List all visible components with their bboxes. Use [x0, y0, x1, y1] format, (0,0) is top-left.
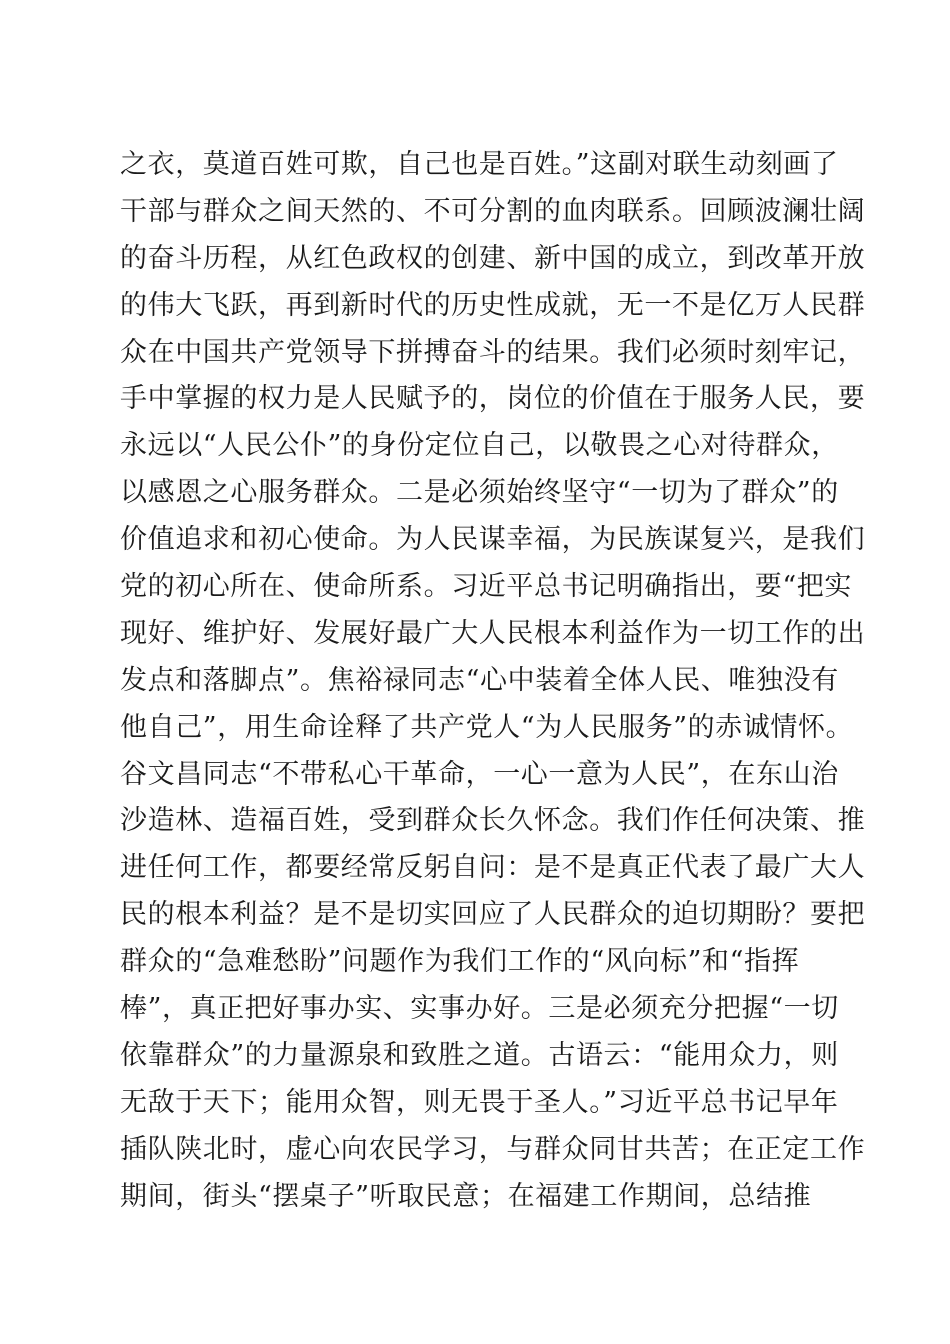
text-line: 现好、维护好、发展好最广大人民根本利益作为一切工作的出: [120, 617, 866, 649]
text-line: 群众的“急难愁盼”问题作为我们工作的“风向标”和“指挥: [120, 946, 800, 978]
text-line: 的奋斗历程，从红色政权的创建、新中国的成立，到改革开放: [120, 242, 866, 274]
text-line: 发点和落脚点”。焦裕禄同志“心中装着全体人民、唯独没有: [120, 664, 839, 696]
text-line: 众在中国共产党领导下拼搏奋斗的结果。我们必须时刻牢记，: [120, 336, 866, 368]
text-line: 民的根本利益？是不是切实回应了人民群众的迫切期盼？要把: [120, 899, 866, 931]
text-line: 沙造林、造福百姓，受到群众长久怀念。我们作任何决策、推: [120, 805, 866, 837]
text-line: 手中掌握的权力是人民赋予的，岗位的价值在于服务人民，要: [120, 383, 866, 415]
text-line: 无敌于天下；能用众智，则无畏于圣人。”习近平总书记早年: [120, 1086, 839, 1118]
text-line: 价值追求和初心使命。为人民谋幸福，为民族谋复兴，是我们: [120, 524, 866, 556]
text-line: 之衣，莫道百姓可欺，自己也是百姓。”这副对联生动刻画了: [120, 149, 839, 180]
text-line: 依靠群众”的力量源泉和致胜之道。古语云：“能用众力，则: [120, 1039, 839, 1071]
text-line: 他自己”，用生命诠释了共产党人“为人民服务”的赤诚情怀。: [120, 711, 854, 743]
text-line: 棒”，真正把好事办实、实事办好。三是必须充分把握“一切: [120, 993, 839, 1025]
text-line: 谷文昌同志“不带私心干革命，一心一意为人民”，在东山治: [120, 758, 839, 790]
text-line: 党的初心所在、使命所系。习近平总书记明确指出，要“把实: [120, 571, 853, 603]
text-line: 永远以“人民公仆”的身份定位自己，以敬畏之心对待群众，: [120, 430, 839, 462]
text-line: 进任何工作，都要经常反躬自问：是不是真正代表了最广大人: [120, 852, 866, 884]
text-line: 插队陕北时，虚心向农民学习，与群众同甘共苦；在正定工作: [120, 1133, 866, 1165]
text-line: 期间，街头“摆桌子”听取民意；在福建工作期间，总结推: [120, 1180, 812, 1212]
text-line: 以感恩之心服务群众。二是必须始终坚守“一切为了群众”的: [120, 477, 839, 509]
body-text: [120, 142, 866, 1220]
text-line: 的伟大飞跃，再到新时代的历史性成就，无一不是亿万人民群: [120, 289, 866, 321]
text-line: 干部与群众之间天然的、不可分割的血肉联系。回顾波澜壮阔: [120, 195, 866, 227]
